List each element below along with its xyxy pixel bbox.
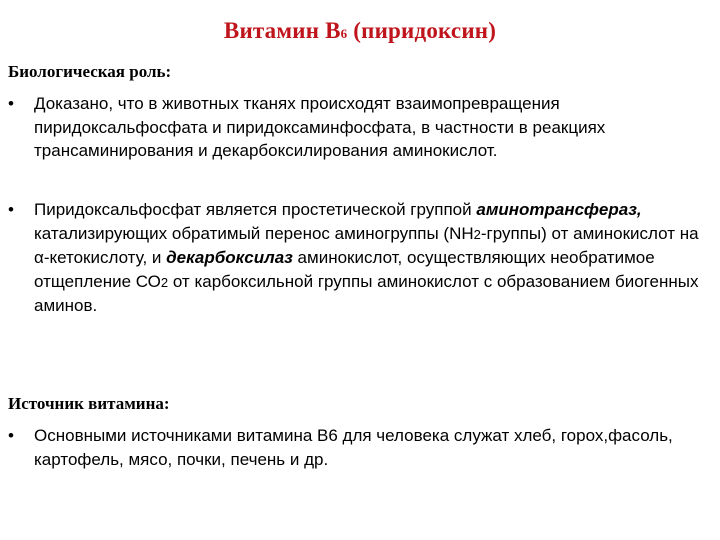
bullet-text-part: катализирующих обратимый перенос аминогруппы (NH [34, 223, 474, 243]
bullet-dot: • [8, 200, 14, 219]
bullet-text-part: -группы) от аминокислот на α-кетокислоту, и [34, 223, 699, 267]
bullet-text: Доказано, что в животных тканях происходят взаимопревращения пиридоксальфосфата и пиридоксаминфосфата, в частности в реакциях трансаминирования и декарбоксилирования аминокислот. [34, 94, 606, 160]
term-decarboxylases: декарбоксилаз [166, 248, 293, 267]
bullet-text-part: Пиридоксальфосфат является простетической группой [34, 200, 477, 219]
subscript: 2 [160, 274, 169, 290]
bullet-text-part: от карбоксильной группы аминокислот с образованием биогенных аминов. [34, 271, 699, 315]
title-rest: (пиридоксин) [347, 18, 497, 43]
subscript: 2 [473, 226, 481, 242]
bullet-text-part: аминокислот, осуществляющих необратимое отщепление СО [34, 248, 655, 291]
bullet-dot: • [8, 426, 14, 445]
bullet-text [34, 198, 708, 318]
section-heading-biological-role: Биологическая роль: [8, 62, 172, 81]
bullet-text: Основными источниками витамина В6 для человека служат хлеб, горох,фасоль, картофель, мясо, почки, печень и др. [34, 426, 673, 469]
page-title [0, 18, 720, 44]
list-item [8, 92, 708, 163]
term-aminotransferases: аминотрансфераз, [476, 200, 642, 219]
title-main: Витамин В [223, 18, 341, 43]
list-item [8, 424, 708, 471]
bullet-dot: • [8, 94, 14, 113]
list-item [8, 198, 708, 318]
section-heading-vitamin-source: Источник витамина: [8, 394, 170, 413]
title-subscript: 6 [340, 26, 348, 41]
